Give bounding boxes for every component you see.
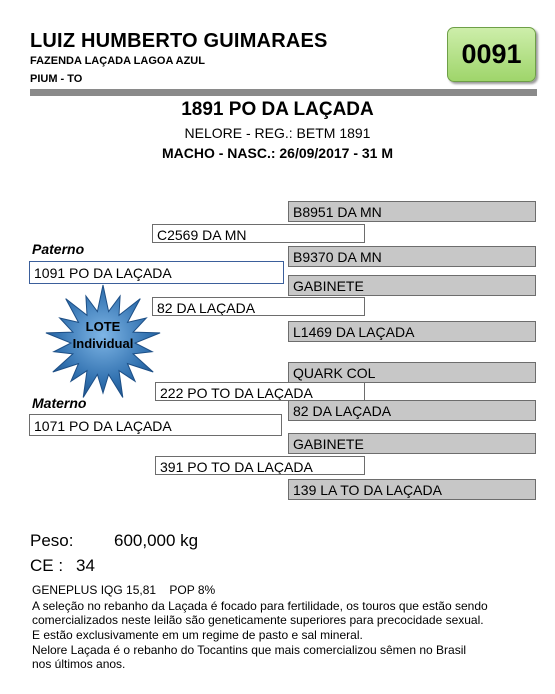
dam-box: 1071 PO DA LAÇADA xyxy=(29,414,282,436)
description-line-3: E estão exclusivamente em um regime de pasto e sal mineral. xyxy=(32,628,363,642)
paternal-label: Paterno xyxy=(32,241,85,257)
description-line-1: A seleção no rebanho da Laçada é focado para fertilidade, os touros que estão sendo xyxy=(32,599,488,613)
lote-label: LOTE xyxy=(85,319,121,334)
lot-number-badge: 0091 xyxy=(447,27,536,82)
genetic-indices: GENEPLUS IQG 15,81 POP 8% xyxy=(32,583,216,597)
owner-name: LUIZ HUMBERTO GUIMARAES xyxy=(30,30,328,52)
ggp-box-3: GABINETE xyxy=(288,275,536,296)
ce-value: 34 xyxy=(76,556,95,575)
sex-birth-age: MACHO - NASC.: 26/09/2017 - 31 M xyxy=(161,145,394,161)
lote-individual-badge xyxy=(44,284,162,402)
animal-name: 1891 PO DA LAÇADA xyxy=(181,99,374,120)
ggp-box-8: 139 LA TO DA LAÇADA xyxy=(288,479,536,500)
breed-registration: NELORE - REG.: BETM 1891 xyxy=(184,125,371,141)
description-line-2: comercializados neste leilão são geneticamente superiores para precocidade sexual. xyxy=(32,613,484,627)
ggp-box-6: 82 DA LAÇADA xyxy=(288,400,536,421)
granddam-maternal: 391 PO TO DA LAÇADA xyxy=(155,456,365,475)
individual-label: Individual xyxy=(72,336,134,351)
maternal-label: Materno xyxy=(32,395,87,411)
header-divider xyxy=(30,89,537,96)
ggp-box-1: B8951 DA MN xyxy=(288,201,536,222)
grandsire-paternal: C2569 DA MN xyxy=(152,224,365,243)
description-line-5: nos últimos anos. xyxy=(32,657,126,671)
ggp-box-7: GABINETE xyxy=(288,433,536,454)
weight-value: 600,000 kg xyxy=(114,531,199,550)
sire-box: 1091 PO DA LAÇADA xyxy=(29,261,284,284)
weight-label: Peso: xyxy=(30,531,74,550)
granddam-paternal: 82 DA LAÇADA xyxy=(152,297,365,316)
ggp-box-5: QUARK COL xyxy=(288,362,536,383)
grandsire-maternal: 222 PO TO DA LAÇADA xyxy=(155,382,365,401)
farm-name: FAZENDA LAÇADA LAGOA AZUL xyxy=(30,55,205,67)
ce-label: CE : xyxy=(30,556,64,575)
ggp-box-2: B9370 DA MN xyxy=(288,246,536,267)
ggp-box-4: L1469 DA LAÇADA xyxy=(288,321,536,342)
starburst-icon xyxy=(44,284,162,402)
description-line-4: Nelore Laçada é o rebanho do Tocantins que mais comercializou sêmen no Brasil xyxy=(32,643,467,657)
city: PIUM - TO xyxy=(30,73,83,85)
